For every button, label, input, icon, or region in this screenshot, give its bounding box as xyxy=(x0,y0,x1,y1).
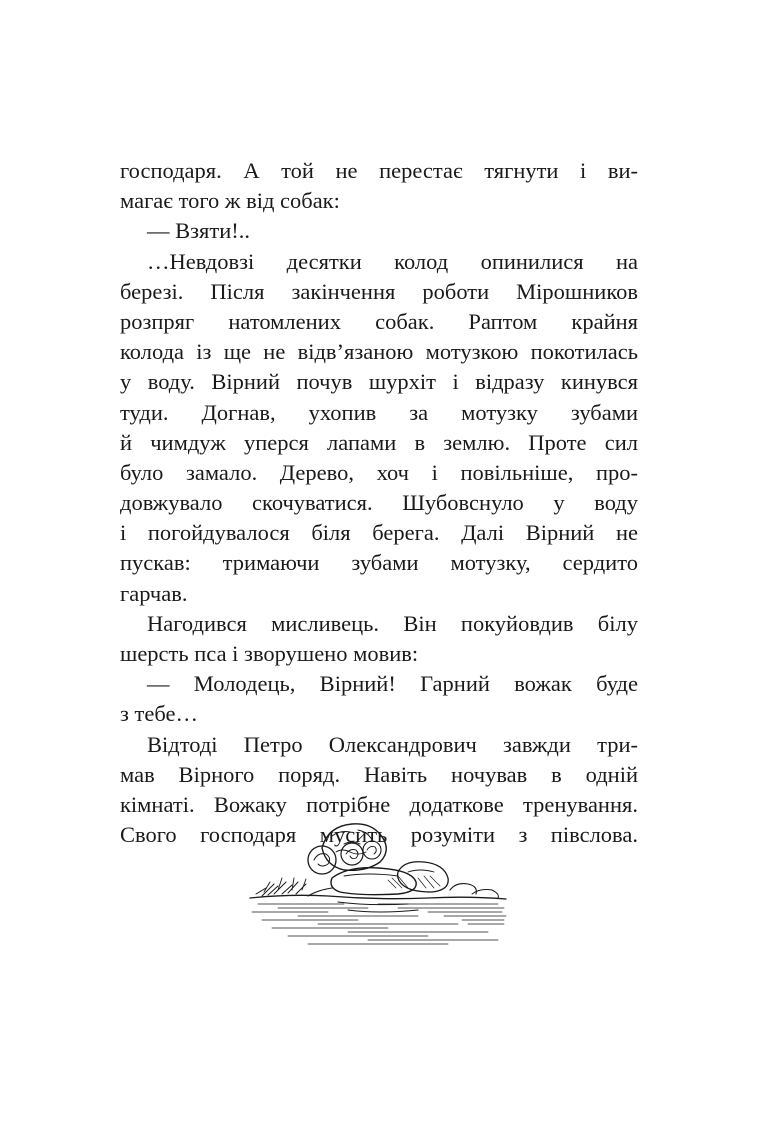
text-line: колода із ще не відв’язаною мотузкою покотилась xyxy=(120,339,638,365)
rocks-by-water-sketch-icon xyxy=(248,818,510,948)
text-line: й чимдуж уперся лапами в землю. Проте сил xyxy=(120,429,638,455)
text-line: …Невдовзі десятки колод опинилися на xyxy=(147,248,638,274)
body-text xyxy=(120,156,638,850)
text-line: гарчав. xyxy=(120,580,188,606)
text-line: Нагодився мисливець. Він покуйовдив білу xyxy=(147,610,638,636)
text-line: — Молодець, Вірний! Гарний вожак буде xyxy=(147,671,638,697)
text-line: — Взяти!.. xyxy=(147,218,250,244)
text-line: розпряг натомлених собак. Раптом крайня xyxy=(120,308,638,334)
text-line: Свого господаря мусить розуміти з півслова. xyxy=(120,822,638,848)
text-line: було замало. Дерево, хоч і повільніше, про- xyxy=(120,459,638,485)
text-line: пускав: тримаючи зубами мотузку, сердито xyxy=(120,550,638,576)
text-line: довжувало скочуватися. Шубовснуло у воду xyxy=(120,490,638,516)
text-line: господаря. А той не перестає тягнути і ви- xyxy=(120,158,638,183)
text-line: у воду. Вірний почув шурхіт і відразу кинувся xyxy=(120,369,638,395)
text-line: мав Вірного поряд. Навіть ночував в одній xyxy=(120,761,638,787)
text-line: магає того ж від собак: xyxy=(120,188,340,214)
text-line: березі. Після закінчення роботи Мірошников xyxy=(120,278,638,304)
text-line: шерсть пса і зворушено мовив: xyxy=(120,641,419,666)
text-line: туди. Догнав, ухопив за мотузку зубами xyxy=(120,399,638,425)
text-line: кімнаті. Вожаку потрібне додаткове тренування. xyxy=(120,791,638,817)
text-line: Відтоді Петро Олександрович завжди три- xyxy=(147,731,638,757)
text-line: і погойдувалося біля берега. Далі Вірний не xyxy=(120,520,638,546)
text-line: з тебе… xyxy=(120,701,198,727)
